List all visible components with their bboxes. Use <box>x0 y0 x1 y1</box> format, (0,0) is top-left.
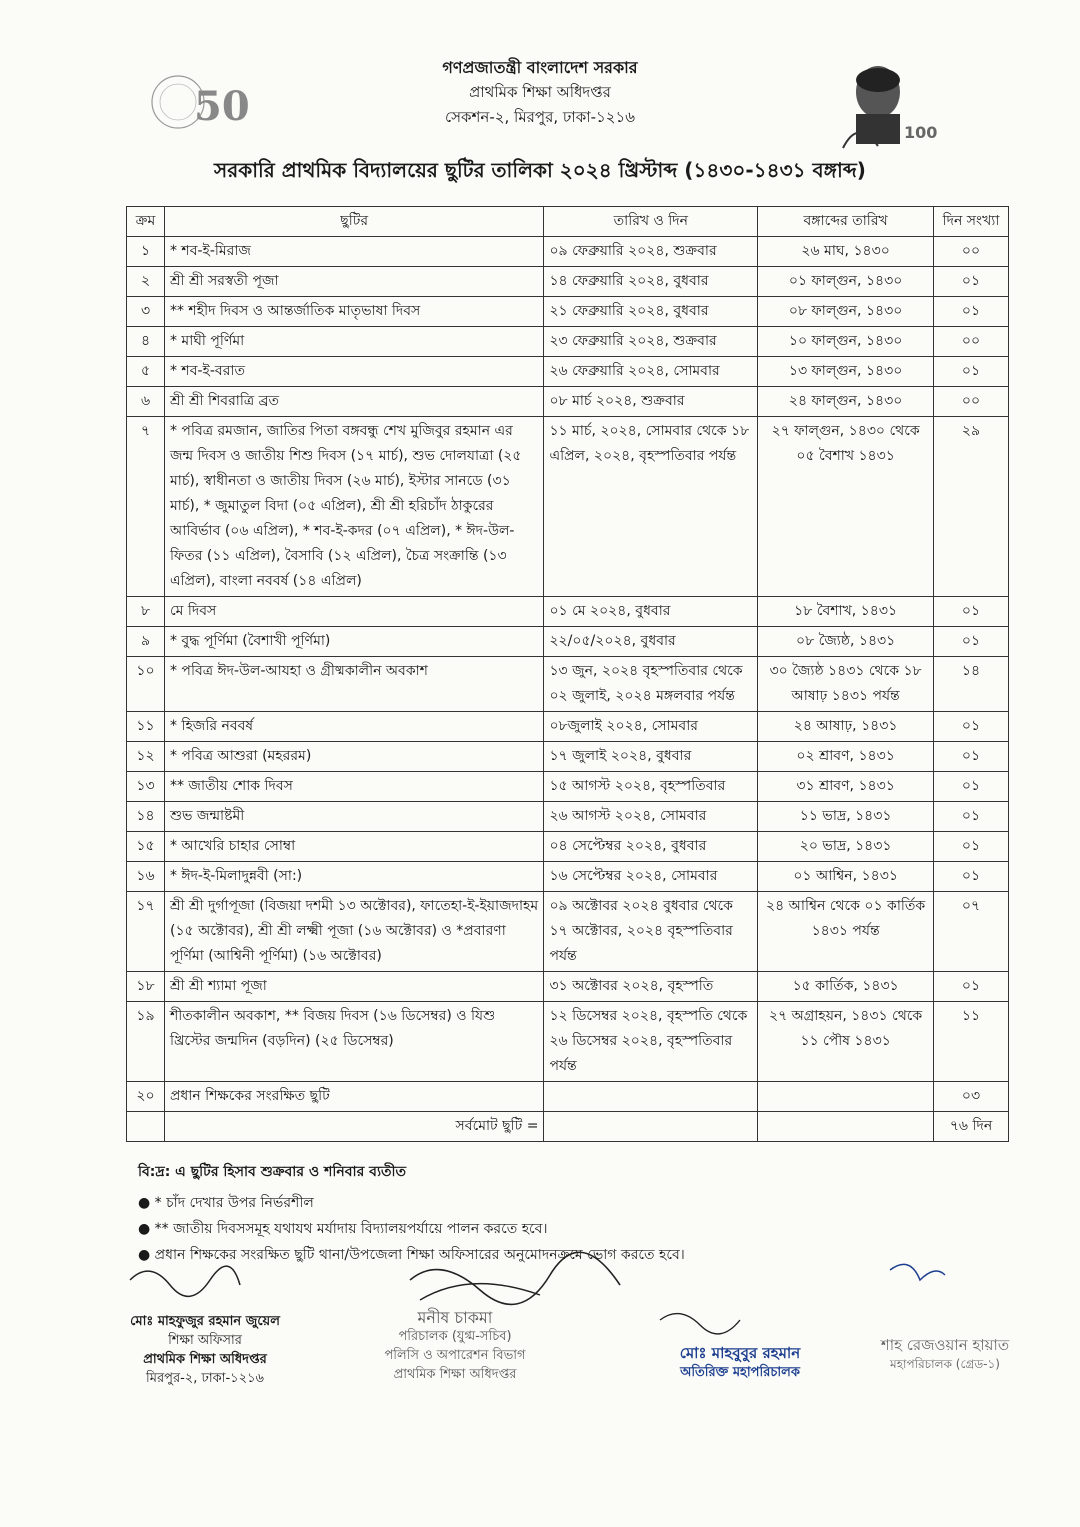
notes-title: বি:দ্র: এ ছুটির হিসাব শুক্রবার ও শনিবার ব্যতীত <box>138 1164 407 1180</box>
cell-bangla-date: ১৩ ফাল্গুন, ১৪৩০ <box>758 357 934 387</box>
table-row <box>127 267 1009 297</box>
directorate-name: প্রাথমিক শিক্ষা অধিদপ্তর <box>469 83 611 101</box>
bullet-icon: ● <box>138 1247 155 1263</box>
cell-bangla-date: ১৫ কার্তিক, ১৪৩১ <box>758 972 934 1002</box>
svg-text:50: 50 <box>194 83 250 130</box>
cell-serial: ৩ <box>127 297 165 327</box>
cell-serial: ১৪ <box>127 802 165 832</box>
govt-name: গণপ্রজাতন্ত্রী বাংলাদেশ সরকার <box>442 58 638 77</box>
cell-serial: ১৫ <box>127 832 165 862</box>
cell-date: ০১ মে ২০২৪, বুধবার <box>544 597 758 627</box>
cell-holiday: শ্রী শ্রী শিবরাত্রি ব্রত <box>164 387 543 417</box>
cell-serial: ৮ <box>127 597 165 627</box>
cell-bangla-date: ২৪ আশ্বিন থেকে ০১ কার্তিক ১৪৩১ পর্যন্ত <box>758 892 934 972</box>
cell-date: ১৬ সেপ্টেম্বর ২০২৪, সোমবার <box>544 862 758 892</box>
table-row <box>127 832 1009 862</box>
cell-bangla-date: ২৪ ফাল্গুন, ১৪৩০ <box>758 387 934 417</box>
cell-holiday: শুভ জন্মাষ্টমী <box>164 802 543 832</box>
table-header-row <box>127 207 1009 237</box>
cell-days: ২৯ <box>934 417 1009 597</box>
cell-bangla-date: ৩১ শ্রাবণ, ১৪৩১ <box>758 772 934 802</box>
cell-days: ০১ <box>934 772 1009 802</box>
cell-bangla-date: ১৮ বৈশাখ, ১৪৩১ <box>758 597 934 627</box>
col-days: দিন সংখ্যা <box>934 207 1009 237</box>
cell-holiday: মে দিবস <box>164 597 543 627</box>
cell-holiday: * মাঘী পূর্ণিমা <box>164 327 543 357</box>
cell-holiday: ** জাতীয় শোক দিবস <box>164 772 543 802</box>
cell-holiday: ** শহীদ দিবস ও আন্তর্জাতিক মাতৃভাষা দিবস <box>164 297 543 327</box>
cell-bangla-date: ০৮ জ্যৈষ্ঠ, ১৪৩১ <box>758 627 934 657</box>
cell-date: ২১ ফেব্রুয়ারি ২০২৪, বুধবার <box>544 297 758 327</box>
table-row <box>127 357 1009 387</box>
cell-holiday: শীতকালীন অবকাশ, ** বিজয় দিবস (১৬ ডিসেম্বর) ও যিশু খ্রিস্টের জন্মদিন (বড়দিন) (২৫ ডিসেম্বর) <box>164 1002 543 1082</box>
cell-date: ২৩ ফেব্রুয়ারি ২০২৪, শুক্রবার <box>544 327 758 357</box>
cell-date: ১৩ জুন, ২০২৪ বৃহস্পতিবার থেকে ০২ জুলাই, ২০২৪ মঙ্গলবার পর্যন্ত <box>544 657 758 712</box>
cell-serial: ৪ <box>127 327 165 357</box>
cell-holiday: শ্রী শ্রী সরস্বতী পূজা <box>164 267 543 297</box>
cell-holiday: শ্রী শ্রী শ্যামা পূজা <box>164 972 543 1002</box>
total-label: সর্বমোট ছুটি = <box>164 1112 543 1142</box>
col-serial: ক্রম <box>127 207 165 237</box>
table-row <box>127 742 1009 772</box>
table-row <box>127 387 1009 417</box>
cell-days: ০৭ <box>934 892 1009 972</box>
cell-date: ০৮জুলাই ২০২৪, সোমবার <box>544 712 758 742</box>
cell-days: ০১ <box>934 627 1009 657</box>
cell-date: ২৬ ফেব্রুয়ারি ২০২৪, সোমবার <box>544 357 758 387</box>
cell-days: ১১ <box>934 1002 1009 1082</box>
cell-date: ৩১ অক্টোবর ২০২৪, বৃহস্পতি <box>544 972 758 1002</box>
cell-days: ০১ <box>934 802 1009 832</box>
cell-holiday: * শব-ই-বরাত <box>164 357 543 387</box>
total-value: ৭৬ দিন <box>934 1112 1009 1142</box>
cell-holiday: * পবিত্র আশুরা (মহররম) <box>164 742 543 772</box>
note-item: ● * চাঁদ দেখার উপর নির্ভরশীল <box>138 1195 314 1211</box>
note-item: ● ** জাতীয় দিবসসমূহ যথাযথ মর্যাদায় বিদ্যালয়পর্যায়ে পালন করতে হবে। <box>138 1221 548 1237</box>
cell-days: ০০ <box>934 387 1009 417</box>
cell-days: ০১ <box>934 862 1009 892</box>
cell-date: ০৯ ফেব্রুয়ারি ২০২৪, শুক্রবার <box>544 237 758 267</box>
cell-bangla-date <box>758 1082 934 1112</box>
total-row <box>127 1112 1009 1142</box>
cell-bangla-date: ২৬ মাঘ, ১৪৩০ <box>758 237 934 267</box>
cell-serial: ২ <box>127 267 165 297</box>
cell-days: ০১ <box>934 597 1009 627</box>
cell-days: ০০ <box>934 327 1009 357</box>
bullet-icon: ● <box>138 1195 155 1211</box>
cell-days: ০১ <box>934 742 1009 772</box>
signature-block-3: মোঃ মাহবুবুর রহমান অতিরিক্ত মহাপরিচালক <box>679 1344 801 1380</box>
cell-date: ২২/০৫/২০২৪, বুধবার <box>544 627 758 657</box>
table-row <box>127 597 1009 627</box>
cell-serial: ১০ <box>127 657 165 712</box>
col-bangla-date: বঙ্গাব্দের তারিখ <box>758 207 934 237</box>
table-row <box>127 657 1009 712</box>
document-header <box>0 55 1080 130</box>
cell-holiday: * হিজরি নববর্ষ <box>164 712 543 742</box>
cell-bangla-date: ০১ আশ্বিন, ১৪৩১ <box>758 862 934 892</box>
cell-date: ১৭ জুলাই ২০২৪, বুধবার <box>544 742 758 772</box>
svg-text:100: 100 <box>904 123 938 142</box>
cell-serial: ১ <box>127 237 165 267</box>
cell-bangla-date: ১১ ভাদ্র, ১৪৩১ <box>758 802 934 832</box>
cell-days: ০১ <box>934 267 1009 297</box>
cell-serial: ৯ <box>127 627 165 657</box>
cell-date: ০৪ সেপ্টেম্বর ২০২৪, বুধবার <box>544 832 758 862</box>
signature-block-4: শাহ রেজওয়ান হায়াত মহাপরিচালক (গ্রেড-১) <box>880 1336 1010 1371</box>
col-holiday: ছুটির <box>164 207 543 237</box>
cell-bangla-date: ০১ ফাল্গুন, ১৪৩০ <box>758 267 934 297</box>
cell-days: ০০ <box>934 237 1009 267</box>
cell-holiday: * বুদ্ধ পূর্ণিমা (বৈশাখী পূর্ণিমা) <box>164 627 543 657</box>
bullet-icon: ● <box>138 1221 155 1237</box>
cell-days: ০৩ <box>934 1082 1009 1112</box>
cell-days: ০১ <box>934 297 1009 327</box>
cell-bangla-date: ০২ শ্রাবণ, ১৪৩১ <box>758 742 934 772</box>
office-address: সেকশন-২, মিরপুর, ঢাকা-১২১৬ <box>445 108 635 126</box>
cell-days: ০১ <box>934 712 1009 742</box>
cell-serial: ১৬ <box>127 862 165 892</box>
table-row <box>127 297 1009 327</box>
cell-bangla-date: ২৭ অগ্রাহয়ন, ১৪৩১ থেকে ১১ পৌষ ১৪৩১ <box>758 1002 934 1082</box>
cell-bangla-date: ০৮ ফাল্গুন, ১৪৩০ <box>758 297 934 327</box>
cell-holiday: * শব-ই-মিরাজ <box>164 237 543 267</box>
table-row <box>127 802 1009 832</box>
cell-date: ১৫ আগস্ট ২০২৪, বৃহস্পতিবার <box>544 772 758 802</box>
cell-holiday: শ্রী শ্রী দুর্গাপূজা (বিজয়া দশমী ১৩ অক্টোবর), ফাতেহা-ই-ইয়াজদাহম (১৫ অক্টোবর), শ্রী শ্রী লক্ষ্মী পূজা (১৬ অক্টোবর) ও *প্রবারণা পূর্ণিমা (আশ্বিনী পূর্ণিমা) (১৬ অক্টোবর) <box>164 892 543 972</box>
cell-bangla-date: ১০ ফাল্গুন, ১৪৩০ <box>758 327 934 357</box>
cell-holiday: * ঈদ-ই-মিলাদুন্নবী (সা:) <box>164 862 543 892</box>
cell-bangla-date: ২৭ ফাল্গুন, ১৪৩০ থেকে ০৫ বৈশাখ ১৪৩১ <box>758 417 934 597</box>
table-row <box>127 972 1009 1002</box>
document-title: সরকারি প্রাথমিক বিদ্যালয়ের ছুটির তালিকা ২০২৪ খ্রিস্টাব্দ (১৪৩০-১৪৩১ বঙ্গাব্দ) <box>214 158 866 182</box>
cell-days: ০১ <box>934 972 1009 1002</box>
col-date: তারিখ ও দিন <box>544 207 758 237</box>
table-row <box>127 892 1009 972</box>
cell-date: ১৪ ফেব্রুয়ারি ২০২৪, বুধবার <box>544 267 758 297</box>
cell-days: ১৪ <box>934 657 1009 712</box>
cell-days: ০১ <box>934 357 1009 387</box>
cell-serial: ১৯ <box>127 1002 165 1082</box>
cell-serial: ১২ <box>127 742 165 772</box>
table-row <box>127 327 1009 357</box>
cell-date: ০৯ অক্টোবর ২০২৪ বুধবার থেকে ১৭ অক্টোবর, ২০২৪ বৃহস্পতিবার পর্যন্ত <box>544 892 758 972</box>
signature-block-1: মোঃ মাহফুজুর রহমান জুয়েল শিক্ষা অফিসার প্রাথমিক শিক্ষা অধিদপ্তর মিরপুর-২, ঢাকা-১২১৬ <box>130 1314 280 1386</box>
signature-block-2: মনীষ চাকমা পরিচালক (যুগ্ম-সচিব) পলিসি ও অপারেশন বিভাগ প্রাথমিক শিক্ষা অধিদপ্তর <box>384 1308 526 1382</box>
cell-days: ০১ <box>934 832 1009 862</box>
cell-date: ১১ মার্চ, ২০২৪, সোমবার থেকে ১৮ এপ্রিল, ২০২৪, বৃহস্পতিবার পর্যন্ত <box>544 417 758 597</box>
cell-bangla-date: ৩০ জ্যৈষ্ঠ ১৪৩১ থেকে ১৮ আষাঢ় ১৪৩১ পর্যন্ত <box>758 657 934 712</box>
table-row <box>127 862 1009 892</box>
cell-date <box>544 1082 758 1112</box>
cell-holiday: * আখেরি চাহার সোম্বা <box>164 832 543 862</box>
cell-date: ০৮ মার্চ ২০২৪, শুক্রবার <box>544 387 758 417</box>
cell-date: ২৬ আগস্ট ২০২৪, সোমবার <box>544 802 758 832</box>
table-row <box>127 627 1009 657</box>
cell-bangla-date: ২৪ আষাঢ়, ১৪৩১ <box>758 712 934 742</box>
cell-holiday: * পবিত্র ঈদ-উল-আযহা ও গ্রীষ্মকালীন অবকাশ <box>164 657 543 712</box>
cell-holiday: প্রধান শিক্ষকের সংরক্ষিত ছুটি <box>164 1082 543 1112</box>
cell-serial: ৭ <box>127 417 165 597</box>
table-row <box>127 772 1009 802</box>
cell-serial: ৫ <box>127 357 165 387</box>
cell-serial: ৬ <box>127 387 165 417</box>
table-row <box>127 1082 1009 1112</box>
holiday-table <box>126 206 1009 1142</box>
cell-serial: ১৭ <box>127 892 165 972</box>
table-row <box>127 1002 1009 1082</box>
cell-serial: ১৮ <box>127 972 165 1002</box>
cell-bangla-date: ২০ ভাদ্র, ১৪৩১ <box>758 832 934 862</box>
note-item: ● প্রধান শিক্ষকের সংরক্ষিত ছুটি থানা/উপজেলা শিক্ষা অফিসারের অনুমোদনক্রমে ভোগ করতে হবে। <box>138 1247 685 1263</box>
table-row <box>127 237 1009 267</box>
table-row <box>127 417 1009 597</box>
cell-holiday: * পবিত্র রমজান, জাতির পিতা বঙ্গবন্ধু শেখ মুজিবুর রহমান এর জন্ম দিবস ও জাতীয় শিশু দিবস (১৭ মার্চ), শুভ দোলযাত্রা (২৫ মার্চ), স্বাধীনতা ও জাতীয় দিবস (২৬ মার্চ), ইস্টার সানডে (৩১ মার্চ), * জুমাতুল বিদা (০৫ এপ্রিল), শ্রী শ্রী হরিচাঁদ ঠাকুরের আবির্ভাব (০৬ এপ্রিল), * শব-ই-কদর (০৭ এপ্রিল), * ঈদ-উল-ফিতর (১১ এপ্রিল), বৈসাবি (১২ এপ্রিল), চৈত্র সংক্রান্তি (১৩ এপ্রিল), বাংলা নববর্ষ (১৪ এপ্রিল) <box>164 417 543 597</box>
cell-date: ১২ ডিসেম্বর ২০২৪, বৃহস্পতি থেকে ২৬ ডিসেম্বর ২০২৪, বৃহস্পতিবার পর্যন্ত <box>544 1002 758 1082</box>
cell-serial: ২০ <box>127 1082 165 1112</box>
cell-serial: ১১ <box>127 712 165 742</box>
table-row <box>127 712 1009 742</box>
cell-serial: ১৩ <box>127 772 165 802</box>
